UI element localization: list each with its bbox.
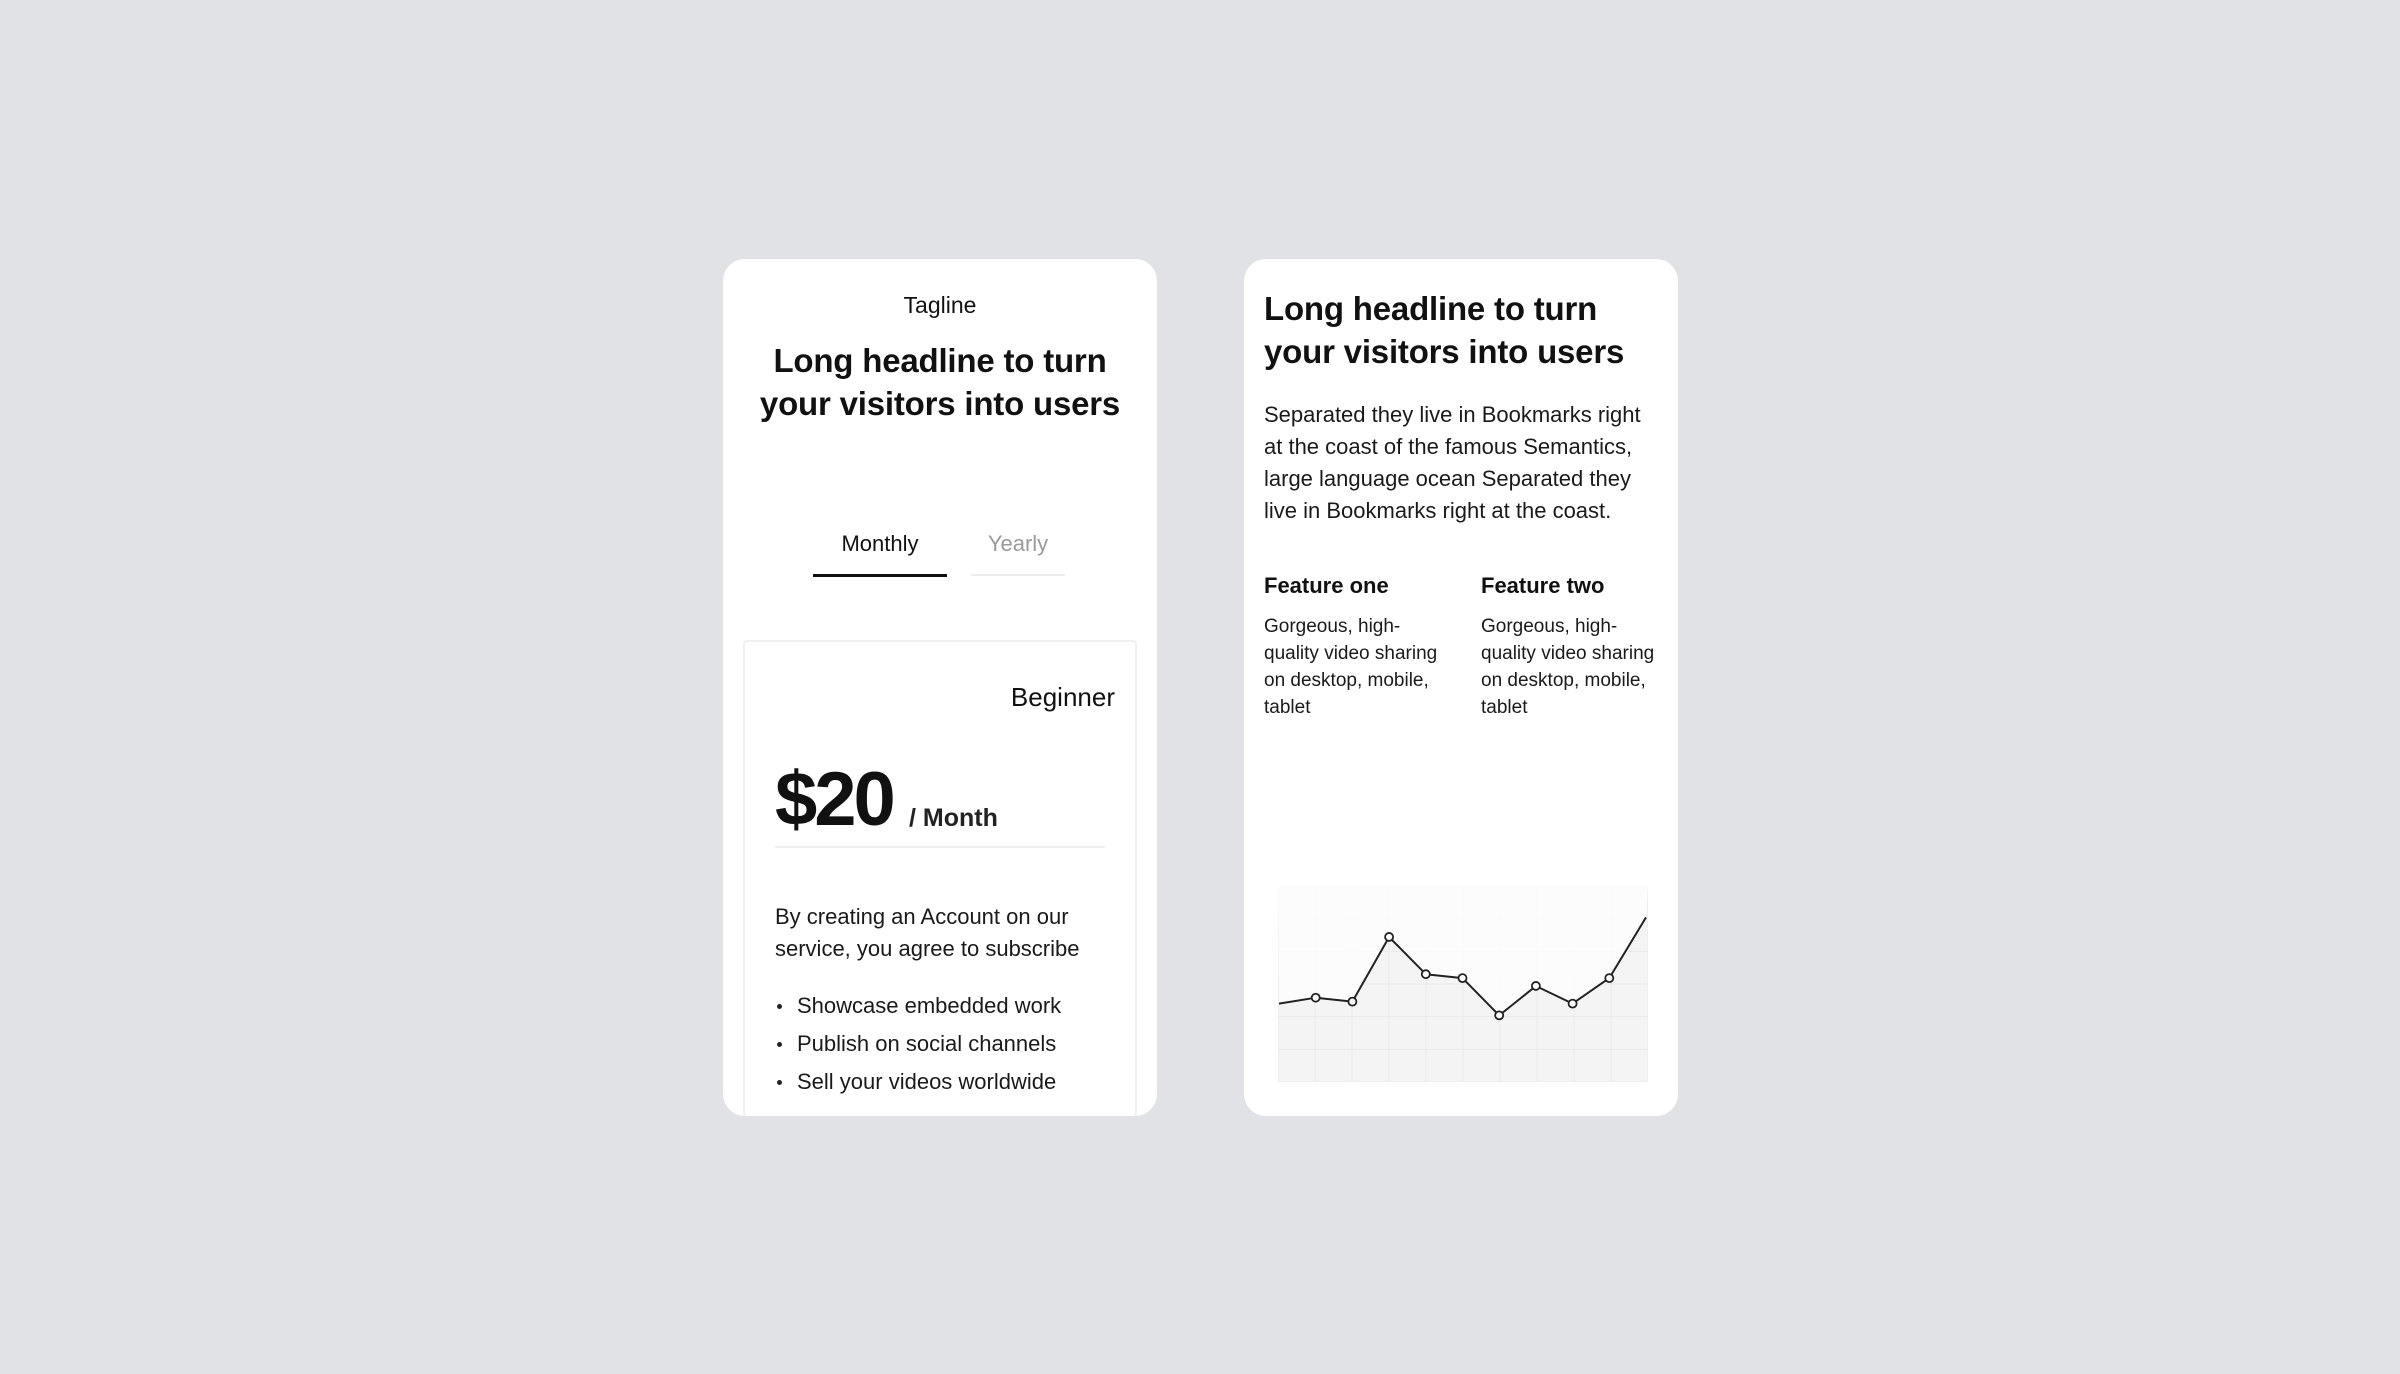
chart-data-point bbox=[1312, 994, 1320, 1002]
plan-feature-text: Sell your videos worldwide bbox=[797, 1069, 1057, 1094]
chart-data-point bbox=[1348, 998, 1356, 1006]
plan-period: / Month bbox=[909, 804, 998, 832]
chart-data-point bbox=[1422, 970, 1430, 978]
feature-title: Feature one bbox=[1264, 573, 1389, 598]
features-body: Separated they live in Bookmarks right at the coast of the famous Semantics, large language ocean Separated they live in Bookmarks right at the coast. bbox=[1264, 402, 1641, 523]
feature-text: Gorgeous, high-quality video sharing on desktop, mobile, tablet bbox=[1481, 616, 1655, 718]
plan-feature-item bbox=[775, 1025, 1125, 1063]
chart-data-point bbox=[1532, 982, 1540, 990]
bullet-icon bbox=[777, 1080, 782, 1085]
billing-period-tabs bbox=[813, 529, 1065, 574]
chart-data-point bbox=[1459, 974, 1467, 982]
chart-data-point bbox=[1385, 933, 1393, 941]
chart-data-point bbox=[1569, 1000, 1577, 1008]
features-headline: Long headline to turn your visitors into users bbox=[1264, 290, 1625, 370]
tab-monthly[interactable]: Monthly bbox=[813, 529, 947, 577]
plan-feature-list bbox=[775, 987, 1125, 1101]
line-chart-svg bbox=[1278, 886, 1648, 1082]
plan-feature-item bbox=[775, 987, 1125, 1025]
line-chart bbox=[1278, 886, 1648, 1082]
tagline: Tagline bbox=[903, 292, 977, 318]
plan-description: By creating an Account on our service, you agree to subscribe bbox=[775, 904, 1080, 961]
plan-card-beginner bbox=[743, 640, 1137, 1116]
plan-feature-text: Showcase embedded work bbox=[797, 993, 1062, 1018]
feature-one bbox=[1264, 572, 1450, 721]
plan-name: Beginner bbox=[1010, 682, 1115, 712]
chart-data-point bbox=[1495, 1011, 1503, 1019]
price-row bbox=[775, 757, 1105, 848]
feature-text: Gorgeous, high-quality video sharing on desktop, mobile, tablet bbox=[1264, 616, 1438, 718]
plan-feature-text: Publish on social channels bbox=[797, 1031, 1057, 1056]
plan-feature-item bbox=[775, 1063, 1125, 1101]
feature-title: Feature two bbox=[1481, 573, 1605, 598]
bullet-icon bbox=[777, 1004, 782, 1009]
bullet-icon bbox=[777, 1042, 782, 1047]
pricing-headline: Long headline to turn your visitors into users bbox=[759, 342, 1121, 422]
plan-price: $20 bbox=[775, 757, 893, 842]
features-card bbox=[1244, 259, 1678, 1116]
chart-data-point bbox=[1605, 974, 1613, 982]
feature-two bbox=[1481, 572, 1667, 721]
pricing-card bbox=[723, 259, 1157, 1116]
tab-yearly[interactable]: Yearly bbox=[971, 529, 1065, 576]
